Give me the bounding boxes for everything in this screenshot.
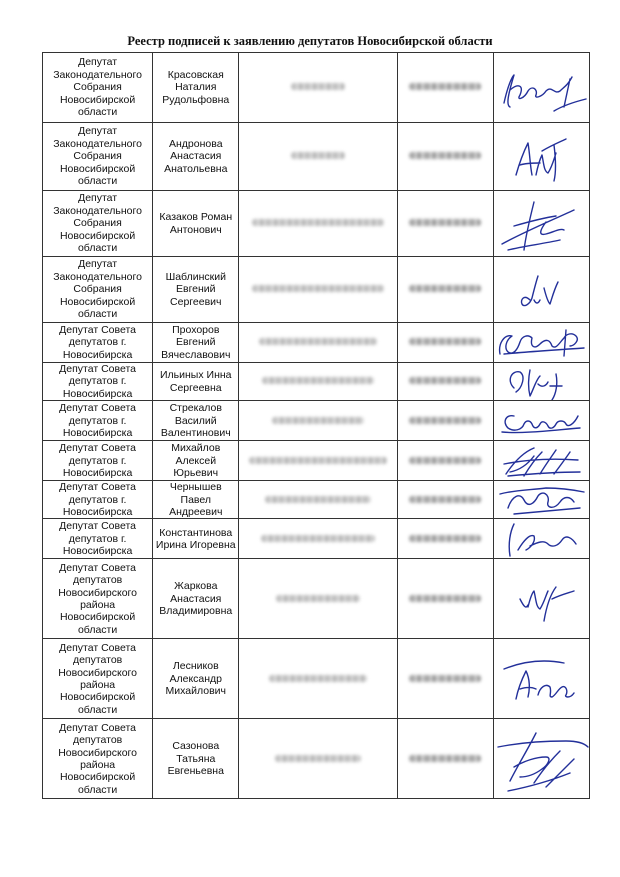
table-row [43,639,590,719]
redacted-field [239,123,397,191]
position-cell: Депутат Совета депутатов Новосибирского района Новосибирской области [43,719,153,799]
signature-cell [493,481,589,519]
signature-image [494,442,590,480]
table-row [43,191,590,257]
table-row [43,441,590,481]
position-cell: Депутат Совета депутатов г. Новосибирска [43,441,153,481]
position-cell: Депутат Совета депутатов г. Новосибирска [43,519,153,559]
name-cell: Лесников Александр Михайлович [153,639,239,719]
redacted-field [239,191,397,257]
signature-image [494,402,590,440]
page-title: Реестр подписей к заявлению депутатов Новосибирской области [127,34,493,48]
redacted-field [397,559,493,639]
redacted-field [239,363,397,401]
redacted-field [397,401,493,441]
position-cell: Депутат Совета депутатов г. Новосибирска [43,401,153,441]
redacted-field [239,323,397,363]
redacted-field [397,639,493,719]
signature-image [494,569,590,629]
table-row [43,257,590,323]
signature-image [494,520,590,558]
signature-cell [493,123,589,191]
redacted-field [397,123,493,191]
signature-image [494,482,590,518]
table-row [43,401,590,441]
signature-cell [493,257,589,323]
name-cell: Прохоров Евгений Вячеславович [153,323,239,363]
redacted-field [239,441,397,481]
position-cell: Депутат Законодательного Собрания Новосибирской области [43,53,153,123]
signature-cell [493,401,589,441]
redacted-field [397,719,493,799]
redacted-field [239,53,397,123]
redacted-field [397,441,493,481]
position-cell: Депутат Совета депутатов г. Новосибирска [43,323,153,363]
name-cell: Шаблинский Евгений Сергеевич [153,257,239,323]
name-cell: Стрекалов Василий Валентинович [153,401,239,441]
position-cell: Депутат Совета депутатов г. Новосибирска [43,481,153,519]
redacted-field [397,363,493,401]
name-cell: Красовская Наталия Рудольфовна [153,53,239,123]
redacted-field [239,481,397,519]
signature-cell [493,323,589,363]
name-cell: Андронова Анастасия Анатольевна [153,123,239,191]
name-cell: Казаков Роман Антонович [153,191,239,257]
table-row [43,53,590,123]
redacted-field [397,323,493,363]
redacted-field [397,481,493,519]
redacted-field [397,257,493,323]
table-row [43,363,590,401]
redacted-field [239,639,397,719]
signature-image [494,324,590,362]
signature-cell [493,53,589,123]
table-row [43,519,590,559]
signature-cell [493,519,589,559]
name-cell: Сазонова Татьяна Евгеньевна [153,719,239,799]
position-cell: Депутат Законодательного Собрания Новосибирской области [43,191,153,257]
position-cell: Депутат Законодательного Собрания Новосибирской области [43,257,153,323]
redacted-field [397,519,493,559]
position-cell: Депутат Законодательного Собрания Новосибирской области [43,123,153,191]
signature-cell [493,719,589,799]
position-cell: Депутат Совета депутатов г. Новосибирска [43,363,153,401]
signature-cell [493,639,589,719]
table-row [43,481,590,519]
name-cell: Константинова Ирина Игоревна [153,519,239,559]
signature-image [494,192,590,256]
position-cell: Депутат Совета депутатов Новосибирского района Новосибирской области [43,559,153,639]
redacted-field [239,559,397,639]
redacted-field [239,401,397,441]
table-row [43,719,590,799]
signature-image [494,721,590,797]
table-row [43,323,590,363]
signature-cell [493,191,589,257]
signature-registry-table [42,52,590,799]
redacted-field [239,719,397,799]
signature-image [494,55,590,121]
name-cell: Жаркова Анастасия Владимировна [153,559,239,639]
signature-image [494,649,590,709]
redacted-field [239,257,397,323]
signature-image [494,364,590,400]
name-cell: Чернышев Павел Андреевич [153,481,239,519]
signature-cell [493,559,589,639]
signature-cell [493,363,589,401]
signature-image [494,125,590,189]
signature-cell [493,441,589,481]
redacted-field [397,191,493,257]
redacted-field [397,53,493,123]
table-row [43,123,590,191]
name-cell: Ильиных Инна Сергеевна [153,363,239,401]
position-cell: Депутат Совета депутатов Новосибирского района Новосибирской области [43,639,153,719]
name-cell: Михайлов Алексей Юрьевич [153,441,239,481]
signature-image [494,260,590,320]
redacted-field [239,519,397,559]
table-row [43,559,590,639]
